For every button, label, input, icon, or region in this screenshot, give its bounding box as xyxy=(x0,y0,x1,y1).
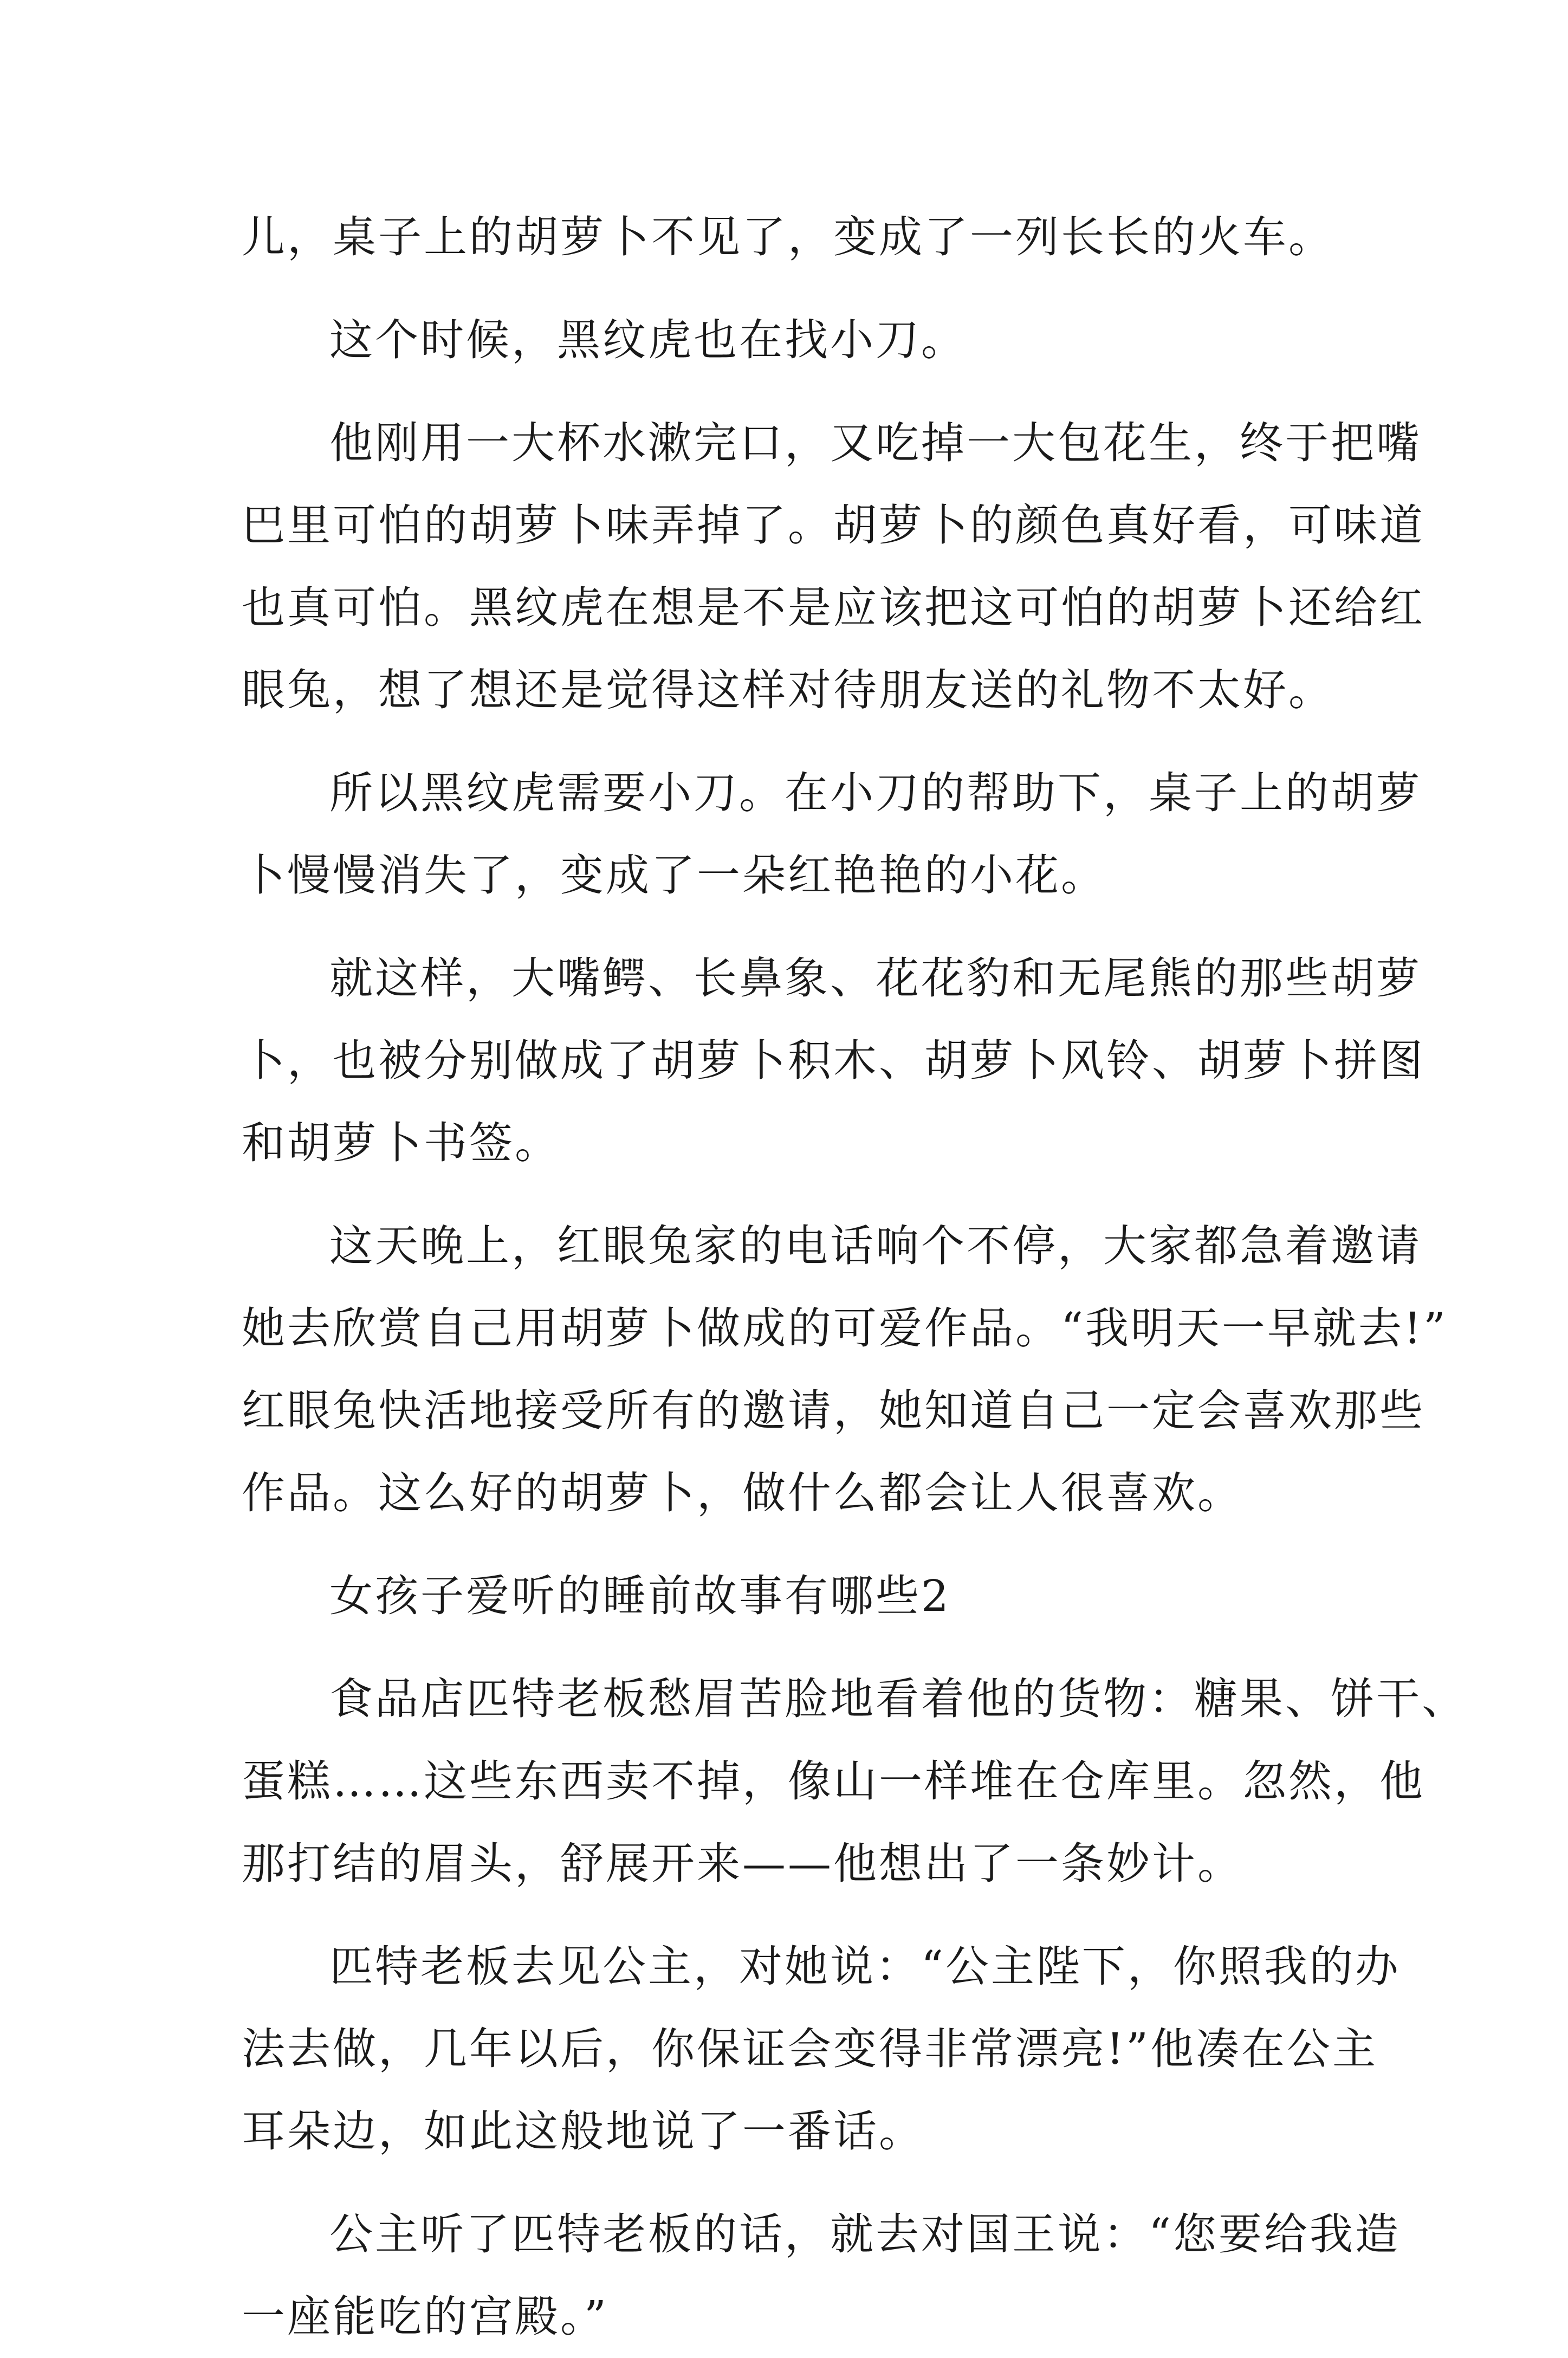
text-line: 公主听了匹特老板的话，就去对国王说：“您要给我造 xyxy=(329,2209,1401,2259)
text-line: 她去欣赏自己用胡萝卜做成的可爱作品。“我明天一早就去!” xyxy=(242,1303,1448,1353)
text-line: 匹特老板去见公主，对她说：“公主陛下，你照我的办 xyxy=(329,1941,1401,1992)
text-line: 红眼兔快活地接受所有的邀请，她知道自己一定会喜欢那些 xyxy=(242,1385,1425,1436)
text-line: 这个时候，黑纹虎也在找小刀。 xyxy=(329,315,967,365)
text-line: 也真可怕。黑纹虎在想是不是应该把这可怕的胡萝卜还给红 xyxy=(242,582,1425,633)
text-line: 这天晚上，红眼兔家的电话响个不停，大家都急着邀请 xyxy=(329,1221,1422,1271)
text-line: 眼兔，想了想还是觉得这样对待朋友送的礼物不太好。 xyxy=(242,665,1334,715)
text-line: 就这样，大嘴鳄、长鼻象、花花豹和无尾熊的那些胡萝 xyxy=(329,953,1422,1003)
text-line: 所以黑纹虎需要小刀。在小刀的帮助下，桌子上的胡萝 xyxy=(329,768,1422,818)
text-line: 卜慢慢消失了，变成了一朵红艳艳的小花。 xyxy=(242,850,1106,901)
text-line: 那打结的眉头，舒展开来——他想出了一条妙计。 xyxy=(242,1838,1243,1889)
text-line: 他刚用一大杯水漱完口，又吃掉一大包花生，终于把嘴 xyxy=(329,418,1422,468)
text-line: 耳朵边，如此这般地说了一番话。 xyxy=(242,2106,924,2156)
section-heading: 女孩子爱听的睡前故事有哪些2 xyxy=(329,1571,951,1621)
text-line: 和胡萝卜书签。 xyxy=(242,1118,560,1168)
text-line: 法去做，几年以后，你保证会变得非常漂亮!”他凑在公主 xyxy=(242,2024,1378,2074)
text-line: 卜，也被分别做成了胡萝卜积木、胡萝卜风铃、胡萝卜拼图 xyxy=(242,1035,1425,1086)
text-line: 蛋糕……这些东西卖不掉，像山一样堆在仓库里。忽然，他 xyxy=(242,1756,1425,1806)
text-line: 作品。这么好的胡萝卜，做什么都会让人很喜欢。 xyxy=(242,1468,1243,1518)
text-line: 一座能吃的宫殿。” xyxy=(242,2291,608,2342)
text-line: 儿，桌子上的胡萝卜不见了，变成了一列长长的火车。 xyxy=(242,212,1334,262)
text-line: 巴里可怕的胡萝卜味弄掉了。胡萝卜的颜色真好看，可味道 xyxy=(242,500,1425,550)
story-text xyxy=(242,196,1467,2358)
text-line: 食品店匹特老板愁眉苦脸地看着他的货物：糖果、饼干、 xyxy=(329,1674,1467,1724)
